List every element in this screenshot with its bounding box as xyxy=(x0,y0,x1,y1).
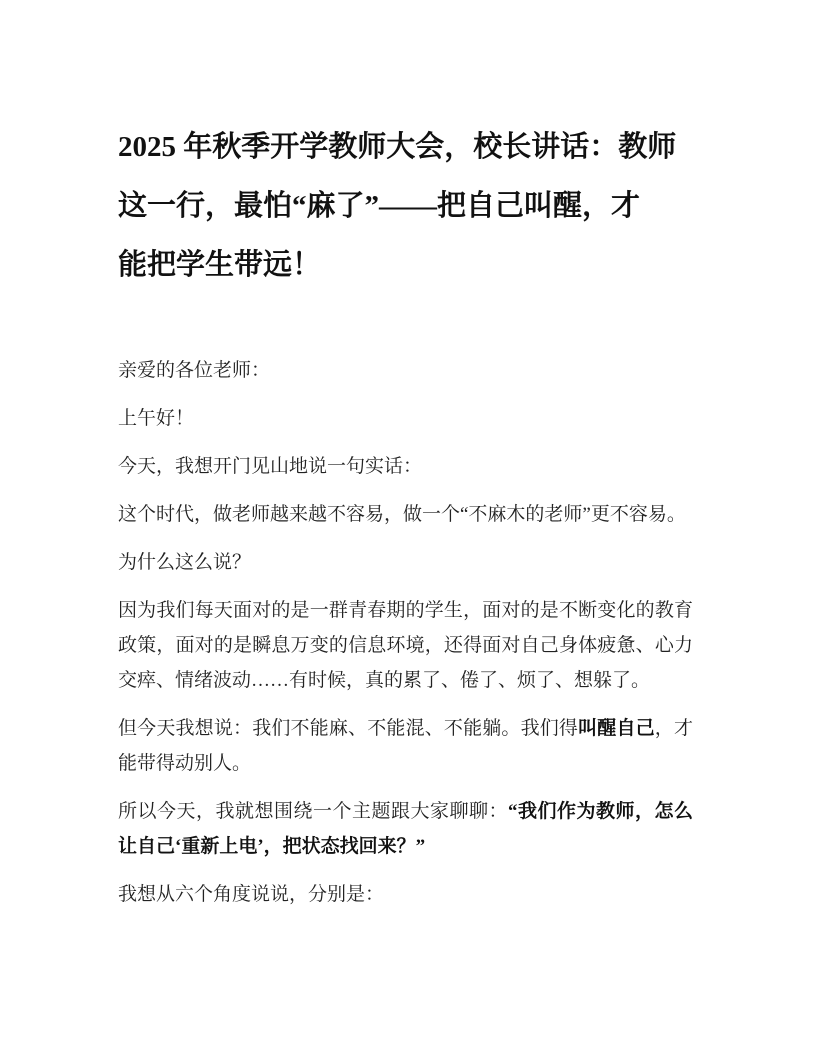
paragraph-greeting xyxy=(118,353,693,388)
text-segment-bold: “我们作为教师，怎么让自己‘重新上电’，把状态找回来？” xyxy=(118,801,693,857)
text-segment: 亲爱的各位老师： xyxy=(118,360,271,381)
paragraph-era xyxy=(118,497,693,532)
text-segment: 但今天我想说：我们不能麻、不能混、不能躺。我们得 xyxy=(118,718,579,739)
title-line-2: 这一行，最怕“麻了”——把自己叫醒，才 xyxy=(118,190,641,222)
paragraph-wake-up xyxy=(118,711,693,781)
document-body xyxy=(118,353,693,912)
text-segment: 我想从六个角度说说，分别是： xyxy=(118,884,385,905)
paragraph-opening xyxy=(118,449,693,484)
text-segment-bold: 叫醒自己 xyxy=(578,718,655,739)
text-segment: ，才能带得动别人。 xyxy=(118,718,693,774)
paragraph-good-morning xyxy=(118,401,693,436)
paragraph-theme xyxy=(118,794,693,864)
text-segment: 因为我们每天面对的是一群青春期的学生，面对的是不断变化的教育政策，面对的是瞬息万变的信息环境，还得面对自己身体疲惫、心力交瘁、情绪波动……有时候，真的累了、倦了、烦了、想躲了。 xyxy=(118,600,693,691)
paragraph-why xyxy=(118,545,693,580)
document-title xyxy=(118,118,698,295)
text-segment: 这个时代，做老师越来越不容易，做一个“不麻木的老师”更不容易。 xyxy=(118,504,686,525)
text-segment: 为什么这么说？ xyxy=(118,552,252,573)
paragraph-reasons xyxy=(118,593,693,698)
paragraph-six-angles xyxy=(118,877,693,912)
text-segment: 所以今天，我就想围绕一个主题跟大家聊聊： xyxy=(118,801,508,822)
title-line-1: 2025 年秋季开学教师大会，校长讲话：教师 xyxy=(118,131,677,163)
text-segment: 今天，我想开门见山地说一句实话： xyxy=(118,456,423,477)
text-segment: 上午好！ xyxy=(118,408,195,429)
title-line-3: 能把学生带远！ xyxy=(118,249,322,281)
